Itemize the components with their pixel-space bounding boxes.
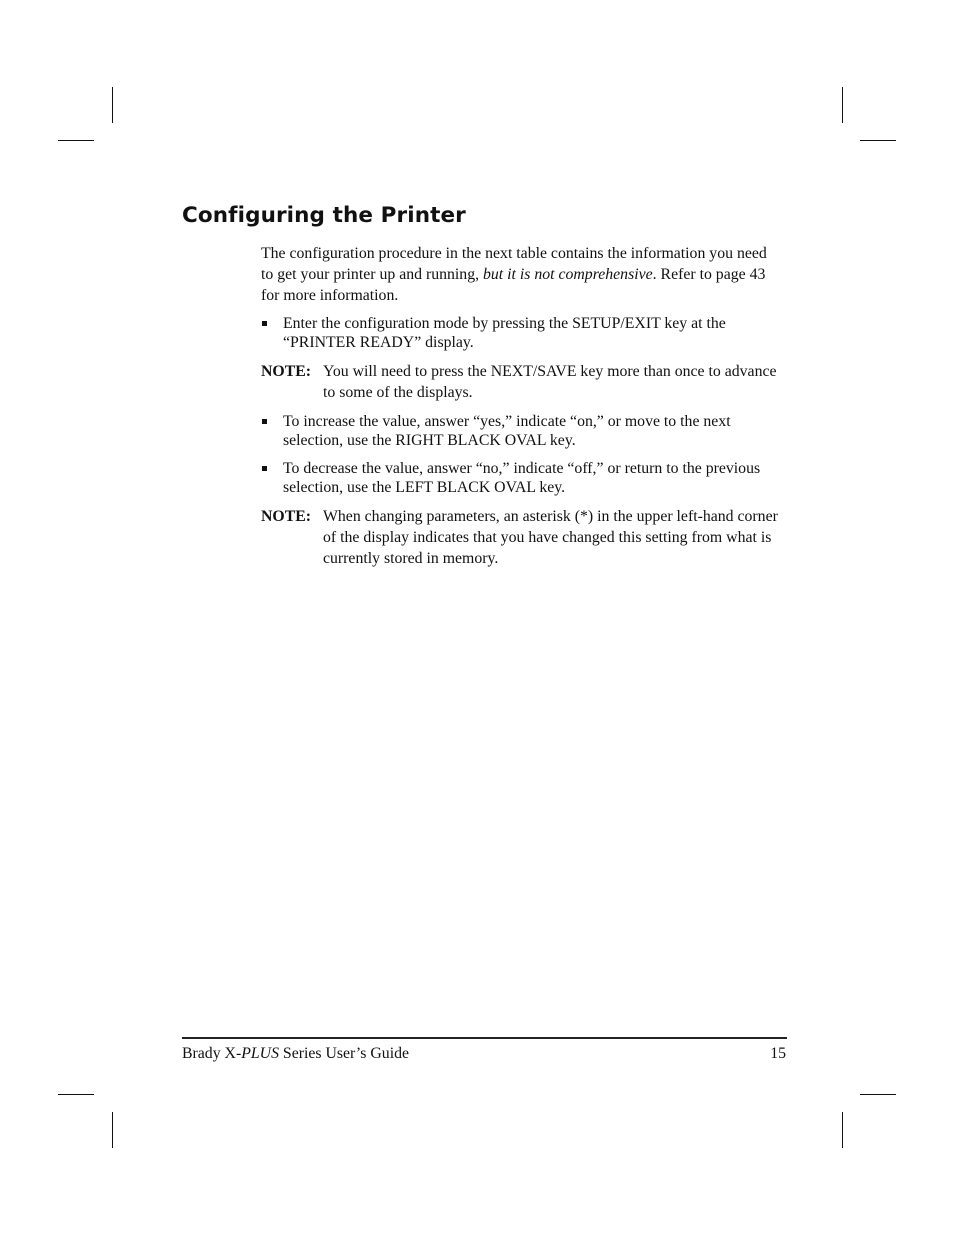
note-label: NOTE: — [261, 508, 312, 525]
intro-paragraph — [261, 243, 781, 306]
footer-title-prefix: Brady X- — [182, 1045, 242, 1062]
square-bullet-icon — [262, 419, 267, 424]
note-block — [261, 361, 781, 403]
note-text: When changing parameters, an asterisk (*) in the upper left-hand corner of the display indicates that you have changed this setting from what is currently stored in memory. — [323, 508, 778, 567]
section-heading: Configuring the Printer — [182, 203, 466, 228]
square-bullet-icon — [262, 321, 267, 326]
bullet-item — [261, 412, 781, 450]
footer-title-suffix: Series User’s Guide — [278, 1045, 409, 1062]
note-text: You will need to press the NEXT/SAVE key more than once to advance to some of the displays. — [323, 363, 777, 401]
bullet-text: To decrease the value, answer “no,” indicate “off,” or return to the previous selection, use the LEFT BLACK OVAL key. — [283, 460, 761, 496]
crop-mark-top-right-vertical — [842, 87, 843, 123]
footer-title-italic: PLUS — [241, 1045, 279, 1062]
note-label: NOTE: — [261, 363, 312, 380]
bullet-text: Enter the configuration mode by pressing the SETUP/EXIT key at the “PRINTER READY” display. — [283, 315, 726, 351]
crop-mark-bottom-right-vertical — [842, 1112, 843, 1148]
crop-mark-top-left-vertical — [112, 87, 113, 123]
intro-text-before: The configuration procedure in the next table contains the information you need to get your printer up and running, — [261, 245, 767, 283]
crop-mark-top-right-horizontal — [860, 140, 896, 141]
crop-mark-bottom-left-horizontal — [58, 1094, 94, 1095]
bullet-text: To increase the value, answer “yes,” indicate “on,” or move to the next selection, use the RIGHT BLACK OVAL key. — [283, 413, 731, 449]
note-block — [261, 506, 781, 569]
page-number: 15 — [770, 1045, 786, 1062]
crop-mark-top-left-horizontal — [58, 140, 94, 141]
bullet-item — [261, 459, 781, 497]
section-body — [261, 243, 781, 578]
intro-text-italic: but it is not comprehensive — [483, 266, 653, 283]
footer-rule — [182, 1037, 787, 1039]
crop-mark-bottom-left-vertical — [112, 1112, 113, 1148]
intro-text-after: . Refer to page 43 for more information. — [261, 266, 766, 304]
bullet-item — [261, 314, 781, 352]
footer-title — [182, 1045, 409, 1063]
crop-mark-bottom-right-horizontal — [860, 1094, 896, 1095]
square-bullet-icon — [262, 466, 267, 471]
